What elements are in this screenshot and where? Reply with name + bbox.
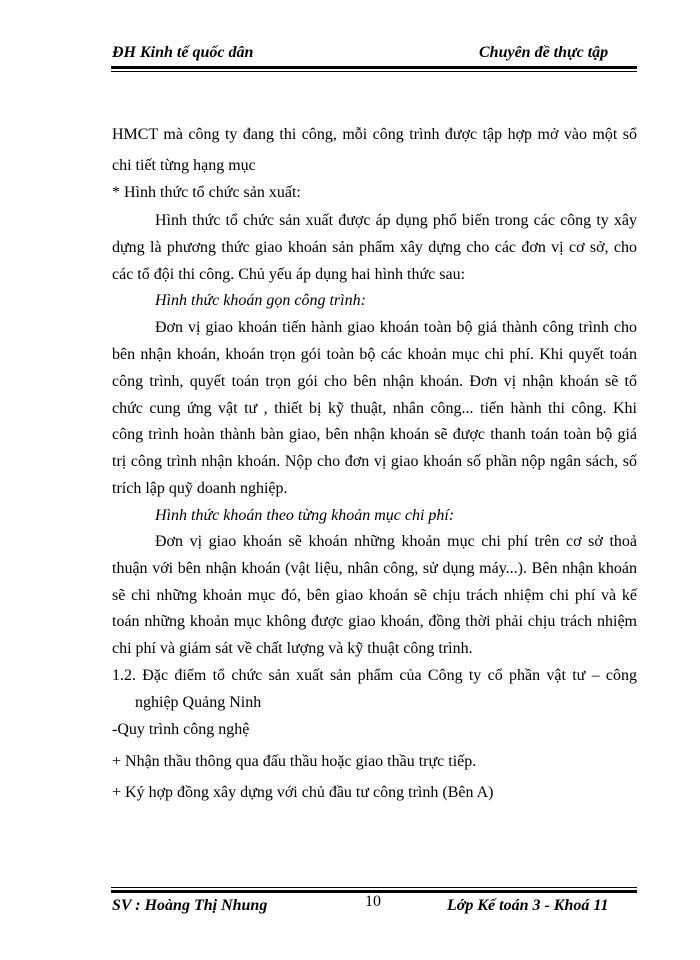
text-line: HMCT mà công ty đang thi công, mỗi công trình được tập hợp mở vào một sổ <box>112 126 637 143</box>
text-line: Hình thức tổ chức sản xuất được áp dụng phổ biến trong các công ty xây <box>155 212 637 229</box>
text-line: trích lập quỹ doanh nghiệp. <box>112 480 288 497</box>
footer-student-name: SV : Hoàng Thị Nhung <box>112 897 268 914</box>
text-line: -Quy trình công nghệ <box>112 721 250 738</box>
text-line: công trình hoàn thành bàn giao, bên nhận khoán sẽ được thanh toán toàn bộ giá <box>112 426 637 443</box>
text-line: toán những khoản mục không được giao khoán, đồng thời phải chịu trách nhiệm <box>112 613 637 630</box>
list-item: + Nhận thầu thông qua đấu thầu hoặc giao thầu trực tiếp. <box>112 753 477 770</box>
header-university: ĐH Kinh tế quốc dân <box>112 44 254 61</box>
header-rule-thin <box>111 71 637 72</box>
text-line: * Hình thức tổ chức sản xuất: <box>112 184 301 201</box>
section-heading: 1.2. Đặc điểm tổ chức sản xuất sản phẩm của Công ty cổ phần vật tư – công <box>112 667 637 684</box>
page-number: 10 <box>365 893 381 910</box>
text-line: chi tiết từng hạng mục <box>112 157 256 174</box>
footer-rule-thin <box>111 887 637 888</box>
text-line: chức cung ứng vật tư , thiết bị kỹ thuật, nhân công... tiến hành thi công. Khi <box>112 400 637 417</box>
text-line: Đơn vị giao khoán sẽ khoán những khoản mục chi phí trên cơ sở thoả <box>155 533 637 550</box>
footer-class: Lớp Kế toán 3 - Khoá 11 <box>447 897 609 914</box>
text-line: chi phí và giám sát về chất lượng và kỹ thuật công trình. <box>112 640 473 657</box>
text-line: sẽ chi những khoản mục đó, bên giao khoán sẽ chịu trách nhiệm chi phí và kế <box>112 587 637 604</box>
text-line: các tổ đội thi công. Chủ yếu áp dụng hai hình thức sau: <box>112 266 466 283</box>
text-line: dựng là phương thức giao khoán sản phẩm xây dựng cho các đơn vị cơ sở, cho <box>112 239 637 256</box>
text-line: công trình, quyết toán trọn gói cho bên nhận khoán. Đơn vị nhận khoán sẽ tổ <box>112 373 637 390</box>
subheading-lump-sum-contract: Hình thức khoán gọn công trình: <box>155 292 366 309</box>
text-line: Đơn vị giao khoán tiến hành giao khoán toàn bộ giá thành công trình cho <box>155 319 637 336</box>
list-item: + Ký hợp đồng xây dựng với chủ đầu tư công trình (Bên A) <box>112 784 494 801</box>
subheading-per-cost-item-contract: Hình thức khoán theo từng khoản mục chi phí: <box>155 507 455 524</box>
header-report-type: Chuyên đề thực tập <box>479 44 609 61</box>
text-line: trị công trình nhận khoán. Nộp cho đơn vị giao khoán số phần nộp ngân sách, số <box>112 453 637 470</box>
text-line: thuận với bên nhận khoán (vật liệu, nhân công, sử dụng máy...). Bên nhận khoán <box>112 560 637 577</box>
header-rule-thick <box>111 66 637 69</box>
section-heading-continuation: nghiệp Quảng Ninh <box>135 694 262 711</box>
text-line: bên nhận khoán, khoán trọn gói toàn bộ các khoản mục chi phí. Khi quyết toán <box>112 346 637 363</box>
